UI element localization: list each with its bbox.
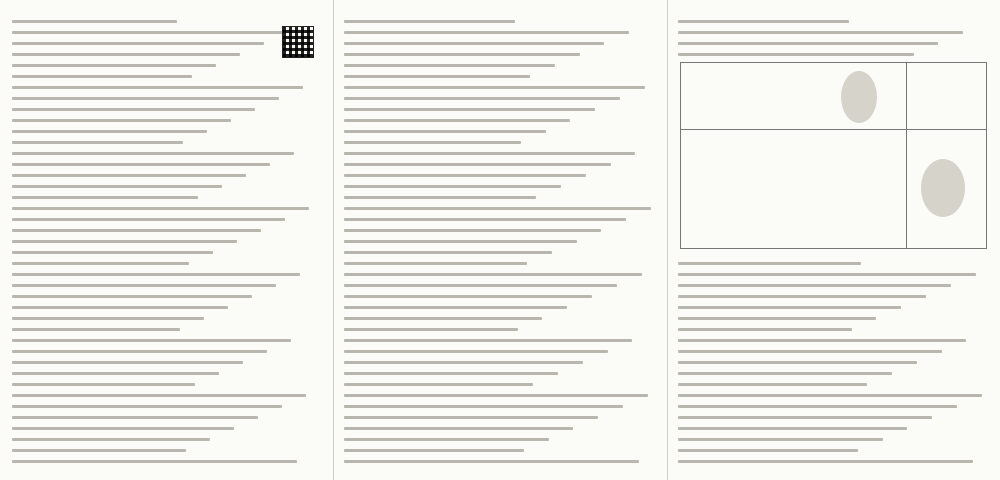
text-line-placeholder (344, 361, 583, 364)
text-line-placeholder (678, 20, 849, 23)
text-line-placeholder (678, 394, 982, 397)
text-line-placeholder (12, 284, 276, 287)
left-column (0, 0, 334, 480)
text-line-placeholder (344, 240, 577, 243)
text-line-placeholder (344, 185, 561, 188)
text-line-placeholder (344, 350, 608, 353)
text-line-placeholder (344, 273, 642, 276)
text-line-placeholder (344, 86, 645, 89)
text-line-placeholder (12, 449, 186, 452)
text-line-placeholder (344, 218, 626, 221)
text-line-placeholder (678, 273, 976, 276)
text-line-placeholder (12, 317, 204, 320)
text-line-placeholder (344, 207, 651, 210)
text-line-placeholder (12, 383, 195, 386)
text-line-placeholder (12, 416, 258, 419)
text-line-placeholder (12, 460, 297, 463)
text-line-placeholder (12, 207, 309, 210)
text-line-placeholder (678, 350, 942, 353)
text-line-placeholder (12, 394, 306, 397)
text-line-placeholder (12, 130, 207, 133)
text-line-placeholder (12, 53, 240, 56)
text-line-placeholder (12, 427, 234, 430)
text-line-placeholder (678, 438, 883, 441)
text-line-placeholder (678, 284, 951, 287)
text-line-placeholder (12, 229, 261, 232)
text-line-placeholder (344, 75, 530, 78)
middle-column (334, 0, 668, 480)
qr-code (282, 26, 314, 58)
text-line-placeholder (344, 438, 549, 441)
text-line-placeholder (12, 438, 210, 441)
text-line-placeholder (344, 427, 573, 430)
text-line-placeholder (12, 295, 252, 298)
text-line-placeholder (344, 372, 558, 375)
text-line-placeholder (12, 163, 270, 166)
text-line-placeholder (344, 152, 635, 155)
text-line-placeholder (12, 42, 264, 45)
text-line-placeholder (344, 130, 546, 133)
text-line-placeholder (12, 306, 228, 309)
text-line-placeholder (344, 328, 518, 331)
text-line-placeholder (344, 449, 524, 452)
text-line-placeholder (12, 240, 237, 243)
text-line-placeholder (344, 108, 595, 111)
text-line-placeholder (12, 328, 180, 331)
text-line-placeholder (12, 273, 300, 276)
text-line-placeholder (344, 251, 552, 254)
text-line-placeholder (12, 174, 246, 177)
text-line-placeholder (12, 251, 213, 254)
text-line-placeholder (344, 53, 580, 56)
text-line-placeholder (12, 185, 222, 188)
text-line-placeholder (678, 383, 867, 386)
text-line-placeholder (12, 86, 303, 89)
text-line-placeholder (344, 97, 620, 100)
text-line-placeholder (12, 361, 243, 364)
text-line-placeholder (344, 317, 542, 320)
text-line-placeholder (12, 31, 288, 34)
text-line-placeholder (12, 350, 267, 353)
text-line-placeholder (344, 20, 515, 23)
text-line-placeholder (678, 53, 914, 56)
text-line-placeholder (344, 460, 639, 463)
text-line-placeholder (344, 405, 623, 408)
text-line-placeholder (344, 174, 586, 177)
text-line-placeholder (344, 416, 598, 419)
text-line-placeholder (678, 339, 966, 342)
text-line-placeholder (344, 163, 611, 166)
text-line-placeholder (344, 42, 604, 45)
text-line-placeholder (12, 141, 183, 144)
text-line-placeholder (678, 31, 963, 34)
text-line-placeholder (678, 416, 932, 419)
text-line-placeholder (678, 317, 876, 320)
text-line-placeholder (12, 64, 216, 67)
text-line-placeholder (344, 383, 533, 386)
text-line-placeholder (678, 460, 973, 463)
text-line-placeholder (344, 306, 567, 309)
text-line-placeholder (12, 339, 291, 342)
text-line-placeholder (678, 361, 917, 364)
text-line-placeholder (12, 75, 192, 78)
text-line-placeholder (12, 119, 231, 122)
text-line-placeholder (678, 449, 858, 452)
text-line-placeholder (678, 427, 907, 430)
text-line-placeholder (344, 229, 601, 232)
text-line-placeholder (344, 339, 632, 342)
text-line-placeholder (344, 141, 521, 144)
text-line-placeholder (12, 97, 279, 100)
text-line-placeholder (344, 295, 592, 298)
text-line-placeholder (12, 196, 198, 199)
text-line-placeholder (12, 405, 282, 408)
text-line-placeholder (344, 284, 617, 287)
text-line-placeholder (12, 152, 294, 155)
text-line-placeholder (678, 306, 901, 309)
text-line-placeholder (678, 328, 852, 331)
text-line-placeholder (678, 42, 938, 45)
text-line-placeholder (344, 31, 629, 34)
text-line-placeholder (344, 64, 555, 67)
text-line-placeholder (344, 119, 570, 122)
text-line-placeholder (678, 405, 957, 408)
text-line-placeholder (344, 196, 536, 199)
text-line-placeholder (678, 262, 861, 265)
text-line-placeholder (12, 262, 189, 265)
admission-ticket (680, 62, 987, 249)
text-line-placeholder (12, 20, 177, 23)
text-line-placeholder (678, 295, 926, 298)
text-line-placeholder (344, 394, 648, 397)
text-line-placeholder (344, 262, 527, 265)
text-line-placeholder (12, 218, 285, 221)
text-line-placeholder (12, 372, 219, 375)
text-line-placeholder (12, 108, 255, 111)
text-line-placeholder (678, 372, 892, 375)
